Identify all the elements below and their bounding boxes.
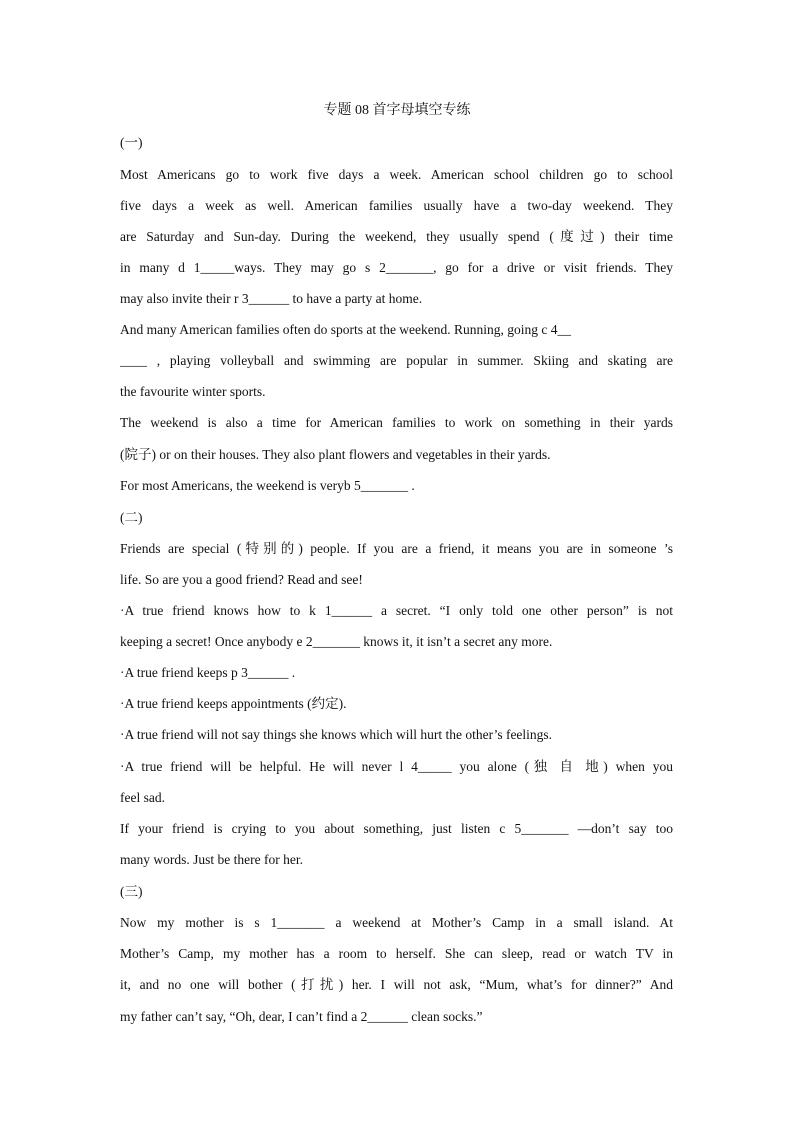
passage-line: five days a week as well. American families usually have a two-day weekend. They bbox=[120, 198, 673, 213]
passage-line: ____ , playing volleyball and swimming are popular in summer. Skiing and skating are bbox=[120, 353, 673, 368]
passage-line: ·A true friend keeps p 3______ . bbox=[120, 665, 296, 680]
passage-line: For most Americans, the weekend is veryb 5_______ . bbox=[120, 478, 415, 493]
passage-line: are Saturday and Sun-day. During the weekend, they usually spend (度过) their time bbox=[120, 229, 673, 244]
section-heading-2: (二) bbox=[120, 510, 143, 525]
passage-line: many words. Just be there for her. bbox=[120, 852, 303, 867]
passage-line: Mother’s Camp, my mother has a room to herself. She can sleep, read or watch TV in bbox=[120, 946, 673, 961]
section-heading-3: (三) bbox=[120, 884, 143, 899]
document-title: 专题 08 首字母填空专练 bbox=[323, 103, 471, 118]
passage-line: Most Americans go to work five days a week. American school children go to school bbox=[120, 167, 673, 182]
passage-line: Now my mother is s 1_______ a weekend at Mother’s Camp in a small island. At bbox=[120, 915, 673, 930]
passage-line: it, and no one will bother (打扰) her. I will not ask, “Mum, what’s for dinner?” And bbox=[120, 977, 673, 992]
passage-line: feel sad. bbox=[120, 790, 165, 805]
passage-line: (院子) or on their houses. They also plant flowers and vegetables in their yards. bbox=[120, 447, 551, 462]
passage-line: The weekend is also a time for American families to work on something in their yards bbox=[120, 415, 673, 430]
passage-line: the favourite winter sports. bbox=[120, 384, 266, 399]
passage-line: And many American families often do sports at the weekend. Running, going c 4__ bbox=[120, 322, 572, 337]
passage-line: life. So are you a good friend? Read and see! bbox=[120, 572, 363, 587]
passage-line: in many d 1_____ways. They may go s 2_______, go for a drive or visit friends. They bbox=[120, 260, 673, 275]
passage-line: Friends are special (特别的) people. If you are a friend, it means you are in someone ’s bbox=[120, 541, 673, 556]
passage-line: my father can’t say, “Oh, dear, I can’t find a 2______ clean socks.” bbox=[120, 1009, 483, 1024]
passage-line: keeping a secret! Once anybody e 2_______ knows it, it isn’t a secret any more. bbox=[120, 634, 553, 649]
passage-line: ·A true friend keeps appointments (约定). bbox=[120, 696, 347, 711]
passage-line: ·A true friend will be helpful. He will never l 4_____ you alone (独 自 地) when you bbox=[120, 759, 673, 774]
passage-line: ·A true friend will not say things she knows which will hurt the other’s feelings. bbox=[120, 727, 553, 742]
passage-line: may also invite their r 3______ to have a party at home. bbox=[120, 291, 423, 306]
section-heading-1: (一) bbox=[120, 135, 143, 150]
passage-line: If your friend is crying to you about something, just listen c 5_______ —don’t say too bbox=[120, 821, 673, 836]
passage-line: ·A true friend knows how to k 1______ a secret. “I only told one other person” is not bbox=[120, 603, 673, 618]
